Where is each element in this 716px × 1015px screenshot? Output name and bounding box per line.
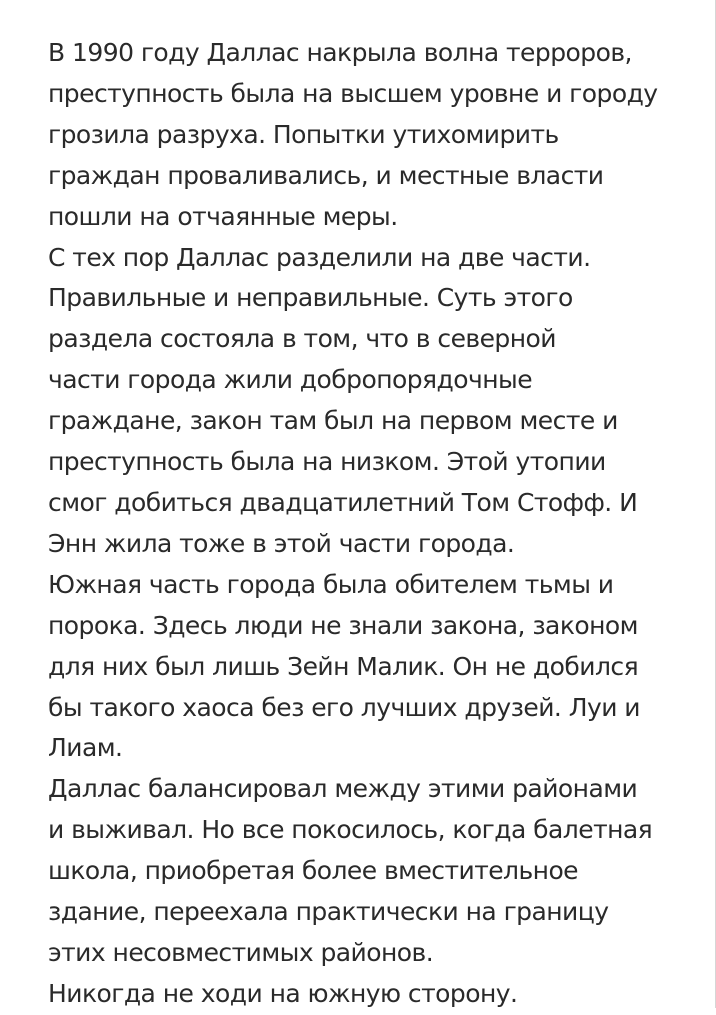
text-line: Южная часть города была обителем тьмы и	[48, 569, 614, 599]
text-line: для них был лишь Зейн Малик. Он не добился	[48, 651, 639, 681]
text-line: грозила разруха. Попытки утихомирить	[48, 119, 559, 149]
text-line: и выживал. Но все покосилось, когда балетная	[48, 815, 653, 845]
text-line: смог добиться двадцатилетний Том Стофф. И	[48, 487, 638, 517]
text-line: раздела состояла в том, что в северной	[48, 324, 556, 354]
text-line: школа, приобретая более вместительное	[48, 856, 579, 886]
text-line: бы такого хаоса без его лучших друзей. Луи и	[48, 692, 640, 722]
text-line: этих несовместимых районов.	[48, 937, 434, 967]
text-line: порока. Здесь люди не знали закона, законом	[48, 610, 638, 640]
text-line: В 1990 году Даллас накрыла волна терроров,	[48, 38, 632, 67]
text-line: Правильные и неправильные. Суть этого	[48, 283, 573, 313]
text-line: Энн жила тоже в этой части города.	[48, 528, 515, 558]
text-line: граждан проваливались, и местные власти	[48, 160, 604, 190]
text-line: преступность была на высшем уровне и городу	[48, 78, 658, 108]
text-line: Лиам.	[48, 733, 123, 763]
text-line: Даллас балансировал между этими районами	[48, 774, 638, 804]
text-line: преступность была на низком. Этой утопии	[48, 447, 606, 477]
text-line: Никогда не ходи на южную сторону.	[48, 978, 518, 1008]
text-line: части города жили добропорядочные	[48, 365, 533, 395]
text-line: пошли на отчаянные меры.	[48, 201, 398, 231]
text-line: здание, переехала практически на границу	[48, 897, 609, 927]
text-line: граждане, закон там был на первом месте и	[48, 406, 618, 436]
text-line: С тех пор Даллас разделили на две части.	[48, 242, 591, 272]
story-text	[48, 33, 698, 1015]
